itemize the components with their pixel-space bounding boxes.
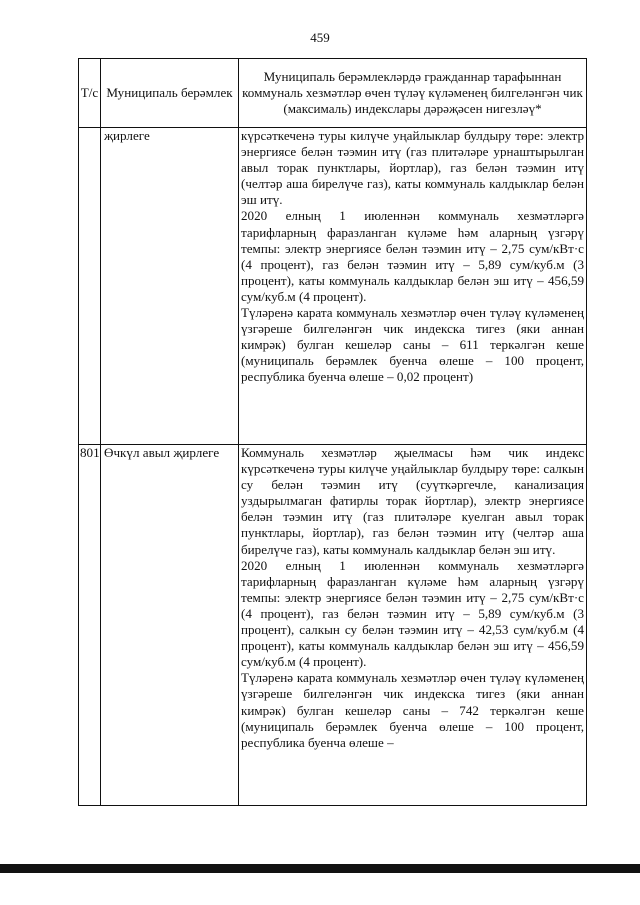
header-municipality-column: Муниципаль берәмлек — [101, 59, 239, 128]
header-justification-column: Муниципаль берәмлекләрдә гражданнар тарафыннан коммуналь хезмәтләр өчен түләү күләменең билгеләнгән чик (максималь) индекслары дәрәҗәсен нигезләү* — [239, 59, 587, 128]
justification-paragraph: 2020 елның 1 июленнән коммуналь хезмәтләргә тарифларның фаразланган күләме һәм аларның үзгәрү темпы: электр энергиясе белән тәэмин итү – 2,75 сум/кВт·с (4 процент), газ белән тәэмин итү – 5,89 сум/куб.м (3 процент), каты коммуналь калдыклар белән эш итү – 456,59 сум/куб.м (4 процент). — [241, 208, 584, 304]
municipality-name: Өчкүл авыл җирлеге — [101, 445, 239, 806]
table-row — [79, 445, 587, 806]
justification-paragraph: Коммуналь хезмәтләр җыелмасы һәм чик индекс күрсәткеченә туры килүче уңайлыклар булдыру төре: салкын су белән тәэмин итү (суүткәргечле, канализация уздырылмаган фатирлы торак йортлар), электр энергиясе белән тәэмин итү (газ плитәләре куелган авыл торак пунктлары, йортлар), газ белән тәэмин итү (челтәр аша бирелүче газ), каты коммуналь калдыклар белән эш итү. — [241, 445, 584, 557]
justification-paragraph: Түләренә карата коммуналь хезмәтләр өчен түләү күләменең үзгәреше билгеләнгән чик индекска тигез (яки аннан кимрәк) булган кешеләр саны – 611 теркәлгән кеше (муниципаль берәмлек буенча өлеше – 100 процент, республика буенча өлеше – 0,02 процент) — [241, 305, 584, 385]
justification-paragraph: 2020 елның 1 июленнән коммуналь хезмәтләргә тарифларның фаразланган күләме һәм аларның үзгәрү темпы: электр энергиясе белән тәэмин итү – 2,75 сум/кВт·с (4 процент), газ белән тәэмин итү – 5,89 сум/куб.м (3 процент), салкын су белән тәэмин итү – 42,53 сум/куб.м (4 процент), каты коммуналь калдыклар белән эш итү – 456,59 сум/куб.м (4 процент). — [241, 557, 584, 670]
justification-text — [239, 445, 587, 806]
scan-edge-bar — [0, 864, 640, 873]
tariff-table — [78, 58, 587, 806]
header-number-column: Т/с — [79, 59, 101, 128]
row-number: 801 — [79, 445, 101, 806]
justification-paragraph: Түләренә карата коммуналь хезмәтләр өчен түләү күләменең үзгәреше билгеләнгән чик индекска тигез (яки аннан кимрәк) булган кешеләр саны – 742 теркәлгән кеше (муниципаль берәмлек буенча өлеше – 100 процент, республика буенча өлеше – — [241, 670, 584, 750]
row-number — [79, 128, 101, 445]
table-header-row — [79, 59, 587, 128]
table-row — [79, 128, 587, 445]
page-number: 459 — [310, 30, 330, 45]
justification-text — [239, 128, 587, 445]
justification-paragraph: күрсәткеченә туры килүче уңайлыклар булдыру төре: электр энергиясе белән тәэмин итү (газ плитәләре урнаштырылган авыл торак пунктлары, йортлар), газ белән тәэмин итү (челтәр аша бирелүче газ), каты коммуналь калдыклар белән эш итү. — [241, 128, 584, 208]
municipality-name: җирлеге — [101, 128, 239, 445]
